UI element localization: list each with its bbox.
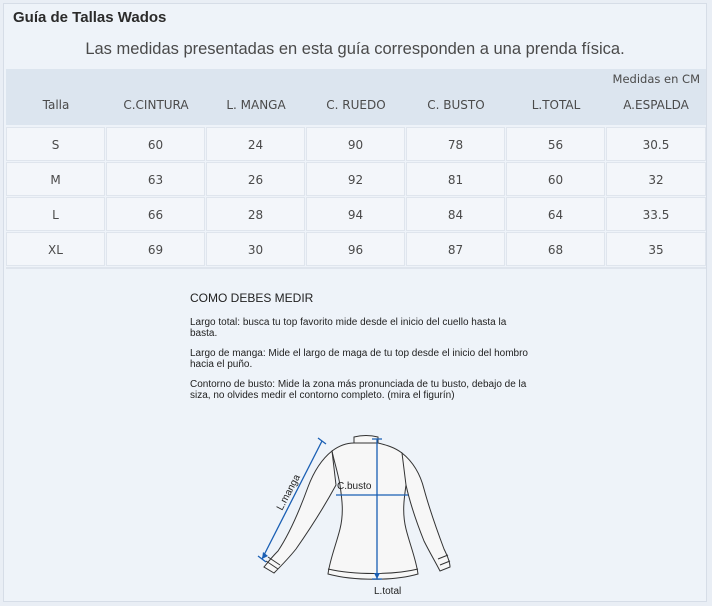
top-illustration (264, 436, 450, 580)
table-cell: 26 (206, 162, 305, 196)
table-cell: 33.5 (606, 197, 706, 231)
table-cell: S (6, 127, 105, 161)
col-header-talla: Talla (42, 98, 70, 112)
table-cell: 56 (506, 127, 605, 161)
table-cell: 64 (506, 197, 605, 231)
table-row (6, 162, 706, 196)
table-row (6, 127, 706, 161)
table-cell: 81 (406, 162, 505, 196)
table-cell: L (6, 197, 105, 231)
size-guide-panel (3, 3, 707, 602)
table-cell: 32 (606, 162, 706, 196)
table-cell: 24 (206, 127, 305, 161)
size-table (6, 69, 706, 269)
label-total: L.total (374, 586, 402, 597)
instruction-largo-total: Largo total: busca tu top favorito mide desde el inicio del cuello hasta la basta. (190, 317, 507, 339)
table-divider (6, 267, 706, 269)
table-cell: 92 (306, 162, 405, 196)
col-header-total: L.TOTAL (531, 98, 581, 112)
instructions-heading: COMO DEBES MEDIR (190, 291, 314, 305)
label-manga: L.manga (274, 472, 303, 513)
col-header-busto: C. BUSTO (427, 98, 485, 112)
label-busto: C.busto (337, 481, 372, 492)
table-header (6, 69, 706, 125)
col-header-espalda: A.ESPALDA (623, 98, 689, 112)
table-cell: 60 (106, 127, 205, 161)
instruction-contorno-busto: Contorno de busto: Mide la zona más pronunciada de tu busto, debajo de la siza, no olvides medir el contorno completo. (mira el figurín) (190, 379, 527, 401)
table-cell: 96 (306, 232, 405, 266)
table-cell: 66 (106, 197, 205, 231)
table-row (6, 197, 706, 231)
table-cell: 84 (406, 197, 505, 231)
subtitle: Las medidas presentadas en esta guía corresponden a una prenda física. (85, 40, 625, 58)
page-title: Guía de Tallas Wados (13, 9, 167, 26)
table-cell: 35 (606, 232, 706, 266)
col-header-cintura: C.CINTURA (123, 98, 189, 112)
table-cell: 94 (306, 197, 405, 231)
col-header-ruedo: C. RUEDO (326, 98, 386, 112)
units-note: Medidas en CM (612, 72, 700, 86)
table-cell: 69 (106, 232, 205, 266)
table-cell: 87 (406, 232, 505, 266)
garment-figure (244, 429, 464, 605)
table-row (6, 232, 706, 266)
table-cell: 68 (506, 232, 605, 266)
table-cell: XL (6, 232, 105, 266)
table-cell: M (6, 162, 105, 196)
table-cell: 63 (106, 162, 205, 196)
table-cell: 78 (406, 127, 505, 161)
table-cell: 28 (206, 197, 305, 231)
instruction-largo-manga: Largo de manga: Mide el largo de maga de tu top desde el inicio del hombro hacia el puño. (190, 348, 528, 370)
col-header-manga: L. MANGA (226, 98, 286, 112)
table-cell: 60 (506, 162, 605, 196)
table-cell: 30.5 (606, 127, 706, 161)
measuring-instructions (190, 291, 530, 410)
table-cell: 30 (206, 232, 305, 266)
table-cell: 90 (306, 127, 405, 161)
